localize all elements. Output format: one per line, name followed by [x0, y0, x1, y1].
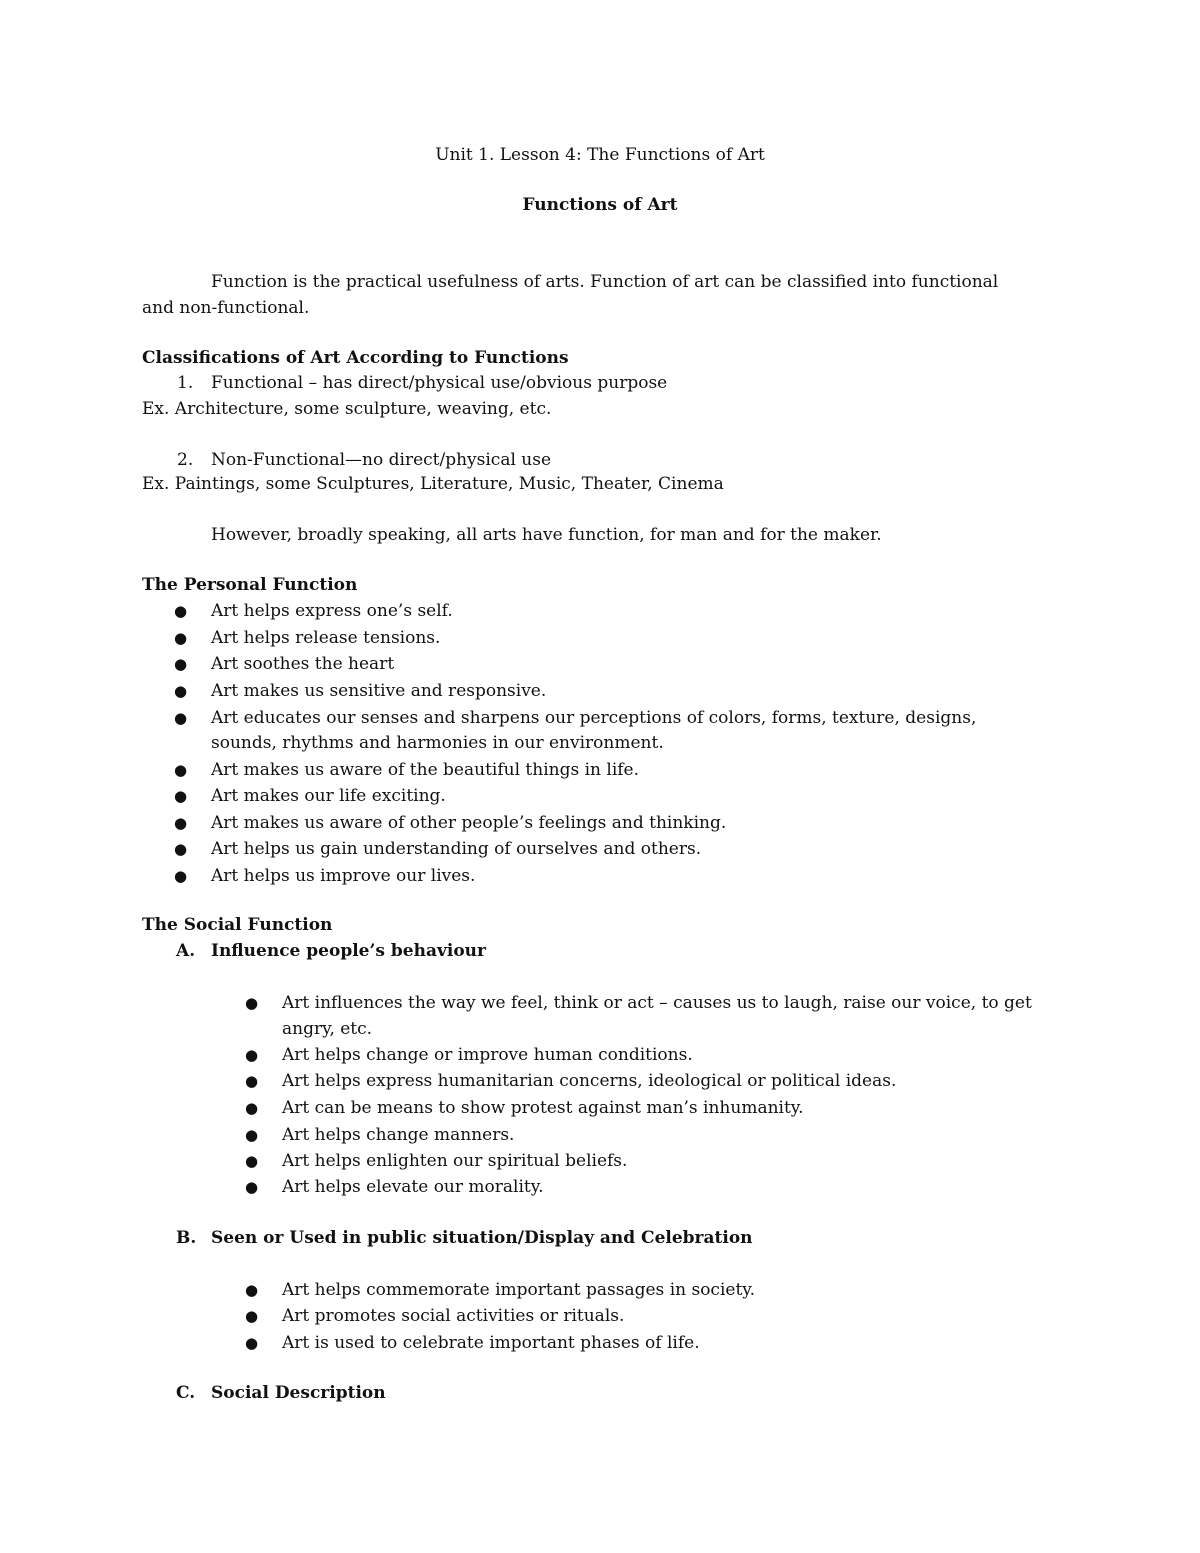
classification-1-example: Ex. Architecture, some sculpture, weaving, etc. [142, 399, 552, 419]
list-item: Art helps release tensions. [211, 628, 441, 648]
document-title: Unit 1. Lesson 4: The Functions of Art [435, 145, 765, 165]
bullet-dot-icon: ● [245, 1072, 259, 1090]
list-item: Art promotes social activities or rituals. [282, 1306, 625, 1326]
list-item-continuation: angry, etc. [282, 1019, 373, 1039]
bullet-dot-icon: ● [245, 1281, 259, 1299]
bullet-dot-icon: ● [245, 1307, 259, 1325]
personal-function-heading: The Personal Function [142, 575, 358, 595]
list-item: Art makes us aware of other people’s feelings and thinking. [211, 813, 727, 833]
classification-2-example: Ex. Paintings, some Sculptures, Literature, Music, Theater, Cinema [142, 474, 724, 494]
section-a-marker: A. [176, 941, 196, 961]
bullet-dot-icon: ● [174, 761, 188, 779]
bullet-dot-icon: ● [174, 787, 188, 805]
bullet-dot-icon: ● [174, 682, 188, 700]
bullet-dot-icon: ● [174, 629, 188, 647]
bullet-dot-icon: ● [174, 814, 188, 832]
bullet-dot-icon: ● [245, 1126, 259, 1144]
social-function-heading: The Social Function [142, 915, 333, 935]
section-a-heading: Influence people’s behaviour [211, 941, 486, 961]
list-item: Art helps express one’s self. [211, 601, 453, 621]
list-item: Art helps express humanitarian concerns, ideological or political ideas. [282, 1071, 897, 1091]
section-c-marker: C. [176, 1383, 196, 1403]
bullet-dot-icon: ● [245, 994, 259, 1012]
bullet-dot-icon: ● [174, 655, 188, 673]
section-c-heading: Social Description [211, 1383, 386, 1403]
intro-line-1: Function is the practical usefulness of arts. Function of art can be classified into functional [211, 272, 999, 292]
however-paragraph: However, broadly speaking, all arts have function, for man and for the maker. [211, 525, 882, 545]
bullet-dot-icon: ● [174, 709, 188, 727]
bullet-dot-icon: ● [245, 1152, 259, 1170]
list-item: Art helps us improve our lives. [211, 866, 476, 886]
list-item: Art helps us gain understanding of ourselves and others. [211, 839, 702, 859]
list-item: Art influences the way we feel, think or act – causes us to laugh, raise our voice, to get [282, 993, 1032, 1013]
list-item: Art makes our life exciting. [211, 786, 446, 806]
list-item: Art helps change or improve human conditions. [282, 1045, 693, 1065]
list-item: Art helps commemorate important passages in society. [282, 1280, 756, 1300]
list-item: Art soothes the heart [211, 654, 395, 674]
list-item: Art makes us sensitive and responsive. [211, 681, 547, 701]
list-item: Art helps change manners. [282, 1125, 515, 1145]
list-item: Art helps enlighten our spiritual beliefs. [282, 1151, 628, 1171]
bullet-dot-icon: ● [174, 840, 188, 858]
section-b-marker: B. [176, 1228, 197, 1248]
bullet-dot-icon: ● [245, 1099, 259, 1117]
classification-2-marker: 2. [177, 450, 194, 470]
classification-1-marker: 1. [177, 373, 194, 393]
list-item: Art makes us aware of the beautiful things in life. [211, 760, 640, 780]
list-item: Art is used to celebrate important phases of life. [282, 1333, 700, 1353]
list-item: Art educates our senses and sharpens our perceptions of colors, forms, texture, designs, [211, 708, 977, 728]
document-subtitle: Functions of Art [522, 195, 678, 215]
section-b-heading: Seen or Used in public situation/Display and Celebration [211, 1228, 753, 1248]
intro-line-2: and non-functional. [142, 298, 310, 318]
bullet-dot-icon: ● [245, 1046, 259, 1064]
bullet-dot-icon: ● [245, 1178, 259, 1196]
list-item: Art can be means to show protest against man’s inhumanity. [282, 1098, 804, 1118]
list-item: Art helps elevate our morality. [282, 1177, 544, 1197]
classifications-heading: Classifications of Art According to Functions [142, 348, 569, 368]
classification-2-text: Non-Functional—no direct/physical use [211, 450, 552, 470]
classification-1-text: Functional – has direct/physical use/obvious purpose [211, 373, 668, 393]
bullet-dot-icon: ● [174, 867, 188, 885]
bullet-dot-icon: ● [174, 602, 188, 620]
list-item-continuation: sounds, rhythms and harmonies in our environment. [211, 733, 664, 753]
bullet-dot-icon: ● [245, 1334, 259, 1352]
